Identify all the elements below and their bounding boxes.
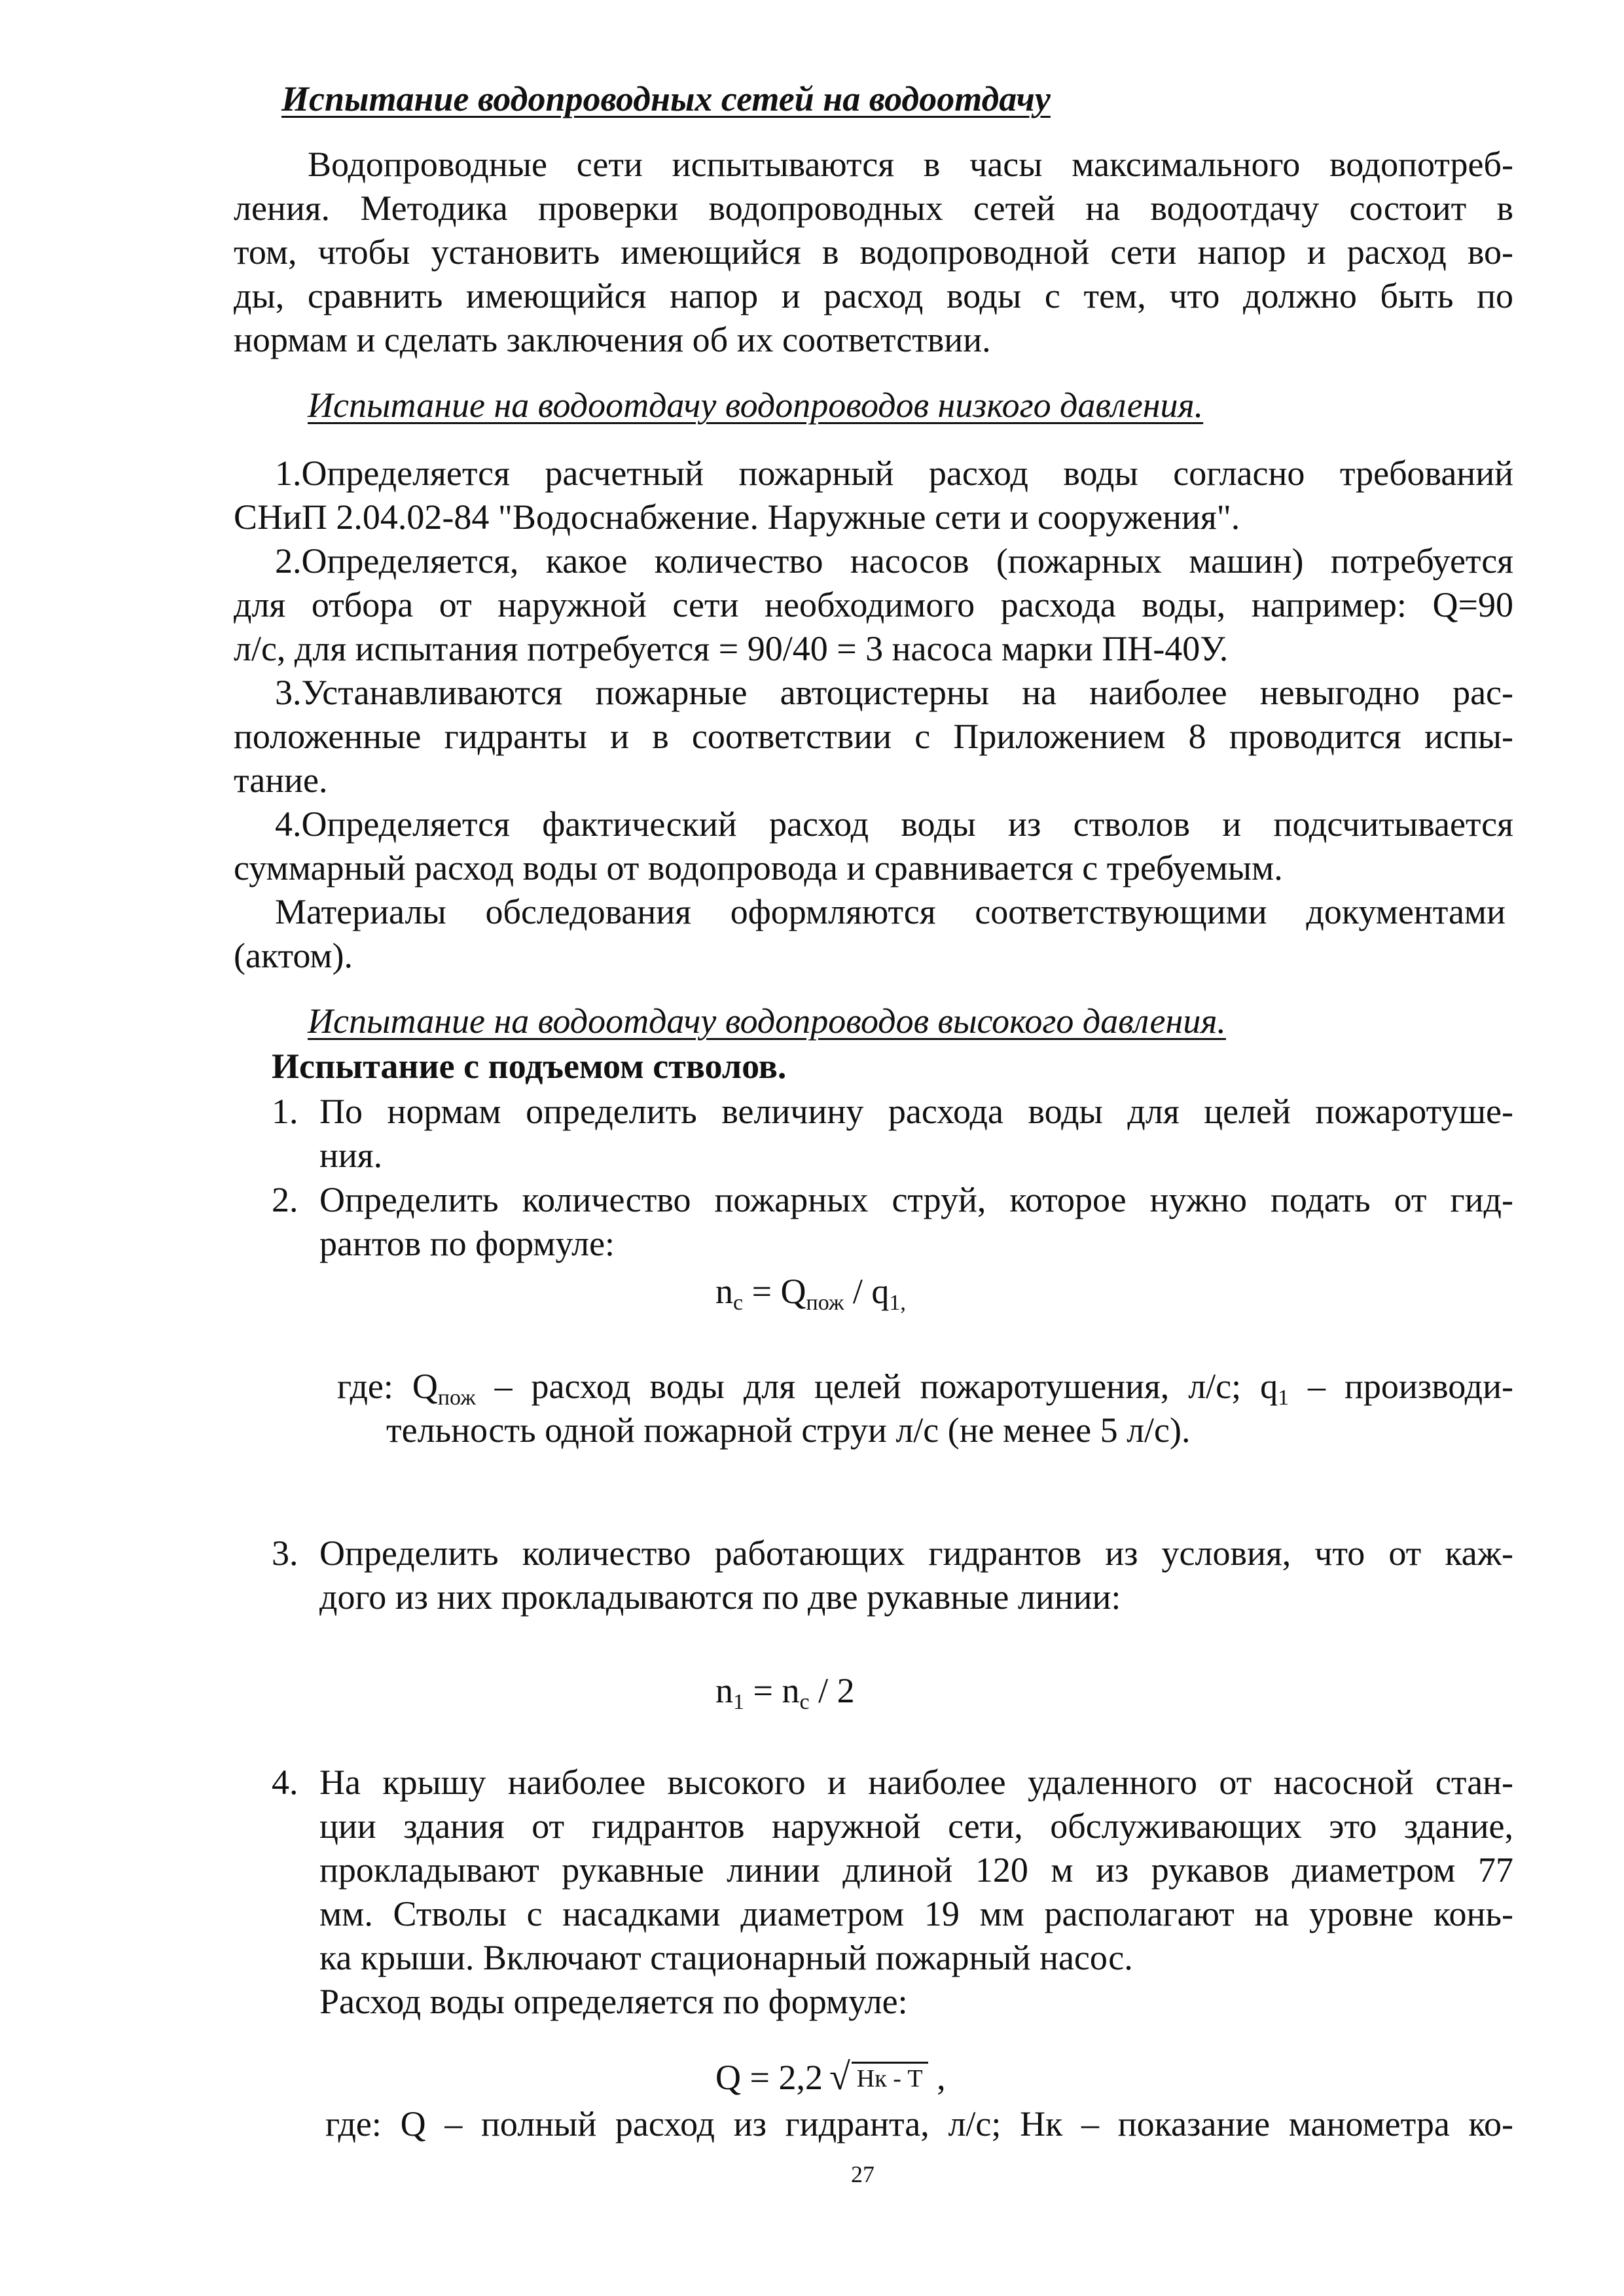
section-title: Испытание водопроводных сетей на водоотдачу — [281, 79, 1051, 118]
item1-line-2: ния. — [319, 1136, 383, 1175]
intro-line-3: том, чтобы установить имеющийся в водопроводной сети напор и расход во- — [234, 232, 1513, 272]
page-number: 27 — [851, 2161, 875, 2187]
item3-line-1: Определить количество работающих гидрантов из условия, что от каж- — [319, 1534, 1513, 1573]
intro-line-4: ды, сравнить имеющийся напор и расход воды с тем, что должно быть по — [234, 276, 1513, 315]
intro-line-1: Водопроводные сети испытываются в часы максимального водопотреб- — [308, 145, 1513, 184]
low-line-6: 3.Устанавливаются пожарные автоцистерны на наиболее невыгодно рас- — [275, 673, 1513, 712]
bold-heading: Испытание с подъемом стволов. — [272, 1047, 787, 1086]
low-line-1: 1.Определяется расчетный пожарный расход воды согласно требований — [275, 454, 1513, 493]
subtitle-low-pressure: Испытание на водоотдачу водопроводов низкого давления. — [308, 386, 1204, 425]
formula-n1: $n_1 = n_с / 2$ — [715, 1671, 855, 1714]
low-line-10: суммарный расход воды от водопровода и сравнивается с требуемым. — [234, 848, 1283, 888]
subtitle-high-pressure: Испытание на водоотдачу водопроводов высокого давления. — [308, 1001, 1226, 1041]
low-line-9: 4.Определяется фактический расход воды из стволов и подсчитывается — [275, 804, 1513, 844]
item4-line-5: ка крыши. Включают стационарный пожарный насос. — [319, 1938, 1133, 1977]
where1-line-1: где: $Q_{пож}$ – расход воды для целей пожаротушения, л/с; $q_1$ – производи- — [337, 1367, 1514, 1410]
low-line-12: (актом). — [234, 936, 353, 975]
item1-number: 1. — [272, 1092, 298, 1131]
intro-line-2: ления. Методика проверки водопроводных сетей на водоотдачу состоит в — [234, 188, 1513, 228]
item2-line-1: Определить количество пожарных струй, которое нужно подать от гид- — [319, 1180, 1513, 1219]
low-line-2: СНиП 2.04.02-84 "Водоснабжение. Наружные сети и сооружения". — [234, 497, 1240, 537]
formula-nc: $n_с = Q_{пож} / q_{1,}$ — [715, 1272, 906, 1315]
item3-number: 3. — [272, 1534, 298, 1573]
item4-line-4: мм. Стволы с насадками диаметром 19 мм располагают на уровне конь- — [319, 1894, 1513, 1933]
where1-line-2: тельность одной пожарной струи л/с (не менее 5 л/с). — [386, 1410, 1191, 1450]
item3-line-2: дого из них прокладываются по две рукавные линии: — [319, 1577, 1121, 1617]
low-line-3: 2.Определяется, какое количество насосов (пожарных машин) потребуется — [275, 541, 1513, 581]
low-line-8: тание. — [234, 761, 328, 800]
low-line-7: положенные гидранты и в соответствии с Приложением 8 проводится испы- — [234, 717, 1513, 756]
item4-line-1: На крышу наиболее высокого и наиболее удаленного от насосной стан- — [319, 1763, 1513, 1802]
item4-line-2: ции здания от гидрантов наружной сети, обслуживающих это здание, — [319, 1806, 1513, 1846]
item4-line-6: Расход воды определяется по формуле: — [319, 1982, 908, 2021]
item4-line-3: прокладывают рукавные линии длиной 120 м из рукавов диаметром 77 — [319, 1850, 1513, 1890]
low-line-5: л/с, для испытания потребуется = 90/40 = 3 насоса марки ПН-40У. — [234, 629, 1229, 668]
item4-number: 4. — [272, 1763, 298, 1802]
item1-line-1: По нормам определить величину расхода воды для целей пожаротуше- — [319, 1092, 1513, 1131]
item2-line-2: рантов по формуле: — [319, 1224, 615, 1263]
sqrt-symbol: √ — [829, 2055, 850, 2098]
low-line-4: для отбора от наружной сети необходимого расхода воды, например: Q=90 — [234, 585, 1513, 624]
low-line-11: Материалы обследования оформляются соответствующими документами — [275, 892, 1506, 931]
item2-number: 2. — [272, 1180, 298, 1219]
intro-line-5: нормам и сделать заключения об их соответствии. — [234, 320, 991, 359]
where3-line: где: Q – полный расход из гидранта, л/с; Нк – показание манометра ко- — [325, 2104, 1513, 2144]
formula-q: Q = 2,2 √ Нк - Т , — [715, 2055, 946, 2098]
